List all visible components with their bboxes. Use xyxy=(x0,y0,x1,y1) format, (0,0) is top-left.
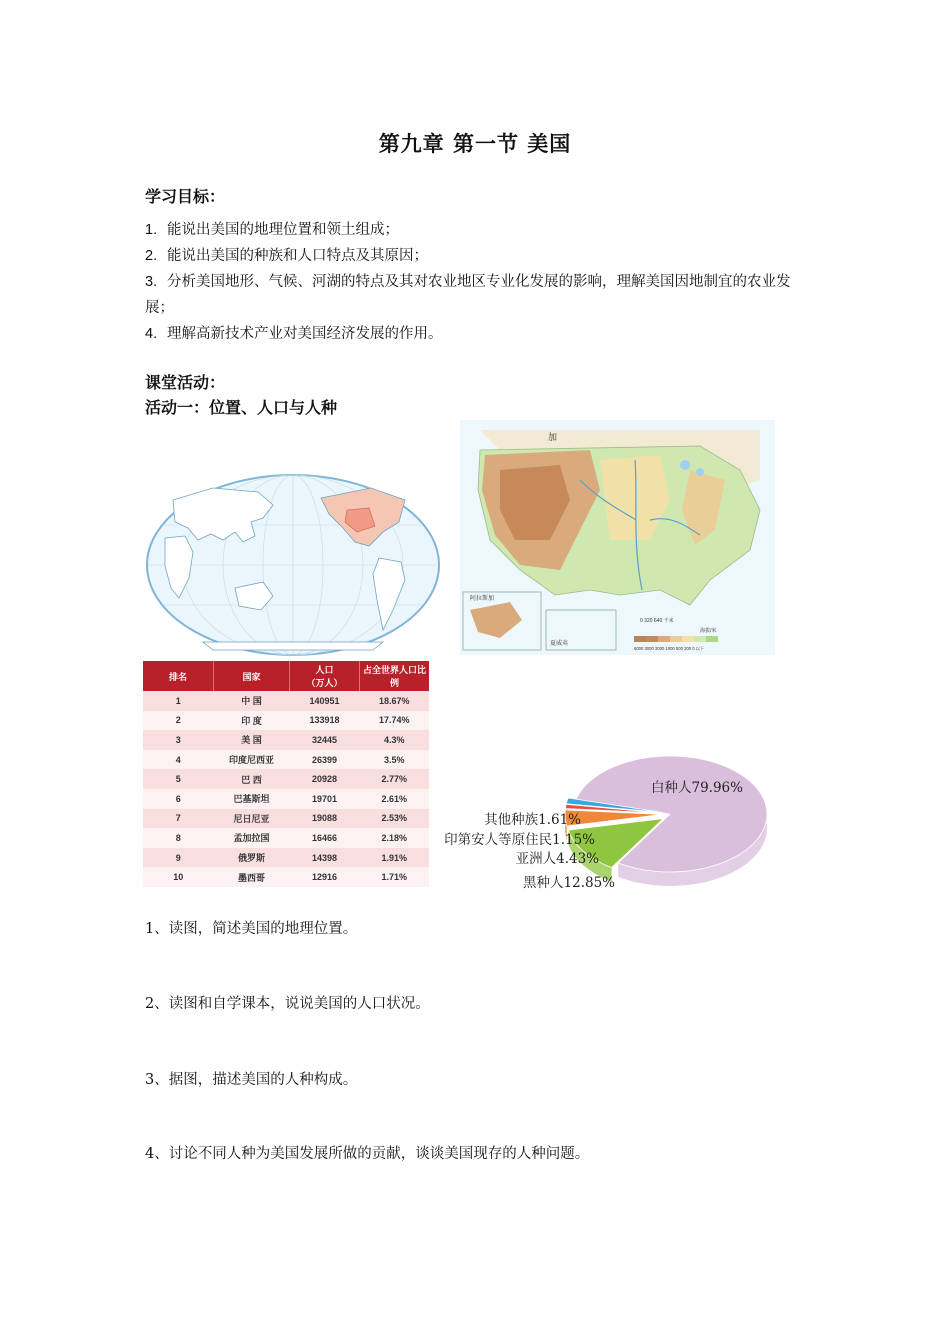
table-cell: 18.67% xyxy=(360,691,430,711)
table-cell: 5 xyxy=(143,769,214,789)
activity1-heading: 活动一：位置、人口与人种 xyxy=(145,398,338,417)
us-physical-map xyxy=(460,420,775,655)
table-cell: 美 国 xyxy=(214,730,290,750)
population-table-wrapper xyxy=(143,661,429,887)
table-cell: 6 xyxy=(143,789,214,809)
pie-label: 印第安人等原住民1.15% xyxy=(444,832,595,848)
table-row xyxy=(143,691,429,711)
scale-label: 0 320 640 千米 xyxy=(640,618,674,624)
question-2: 2、读图和自学课本，说说美国的人口状况。 xyxy=(145,996,430,1012)
ethnicity-pie-chart xyxy=(425,752,770,892)
table-row xyxy=(143,769,429,789)
table-cell: 巴基斯坦 xyxy=(214,789,290,809)
alaska-label: 阿拉斯加 xyxy=(470,596,495,602)
table-header: 占全世界人口比例 xyxy=(360,661,430,691)
table-row xyxy=(143,848,429,868)
question-1: 1、读图，简述美国的地理位置。 xyxy=(145,921,358,937)
objective-text: 能说出美国的地理位置和领土组成； xyxy=(167,222,399,238)
table-row xyxy=(143,867,429,887)
objectives-list xyxy=(145,217,810,347)
objective-number: 1. xyxy=(145,222,158,238)
table-cell: 10 xyxy=(143,867,214,887)
table-cell: 4 xyxy=(143,750,214,770)
objective-item xyxy=(145,269,810,321)
objective-item xyxy=(145,243,810,269)
table-cell: 3 xyxy=(143,730,214,750)
pie-label: 黑种人12.85% xyxy=(523,875,615,891)
pie-label: 亚洲人4.43% xyxy=(515,851,599,867)
table-cell: 133918 xyxy=(290,711,360,731)
table-header: 国家 xyxy=(214,661,290,691)
activities-heading: 课堂活动： xyxy=(145,373,226,392)
table-cell: 墨西哥 xyxy=(214,867,290,887)
objective-item xyxy=(145,321,810,347)
table-cell: 2.53% xyxy=(360,809,430,829)
table-cell: 1.71% xyxy=(360,867,430,887)
objectives-heading: 学习目标： xyxy=(145,187,226,206)
table-header: 排名 xyxy=(143,661,214,691)
table-cell: 孟加拉国 xyxy=(214,828,290,848)
table-cell: 17.74% xyxy=(360,711,430,731)
table-cell: 印度尼西亚 xyxy=(214,750,290,770)
table-row xyxy=(143,750,429,770)
table-cell: 1.91% xyxy=(360,848,430,868)
legend-label: 海拔/米 xyxy=(700,628,717,634)
table-cell: 2.77% xyxy=(360,769,430,789)
table-cell: 2.61% xyxy=(360,789,430,809)
table-row xyxy=(143,828,429,848)
table-cell: 2 xyxy=(143,711,214,731)
table-cell: 1 xyxy=(143,691,214,711)
table-cell: 26399 xyxy=(290,750,360,770)
table-cell: 印 度 xyxy=(214,711,290,731)
table-row xyxy=(143,809,429,829)
table-cell: 7 xyxy=(143,809,214,829)
world-map xyxy=(143,470,443,660)
table-cell: 9 xyxy=(143,848,214,868)
table-cell: 19701 xyxy=(290,789,360,809)
table-cell: 140951 xyxy=(290,691,360,711)
population-table xyxy=(143,661,429,887)
table-cell: 尼日尼亚 xyxy=(214,809,290,829)
table-cell: 2.18% xyxy=(360,828,430,848)
page-title: 第九章 第一节 美国 xyxy=(378,132,572,156)
table-row xyxy=(143,711,429,731)
table-cell: 俄罗斯 xyxy=(214,848,290,868)
objective-text: 分析美国地形、气候、河湖的特点及其对农业地区专业化发展的影响，理解美国因地制宜的农业发展； xyxy=(145,274,791,316)
table-cell: 12916 xyxy=(290,867,360,887)
hawaii-label: 夏威夷 xyxy=(550,641,569,647)
question-3: 3、据图，描述美国的人种构成。 xyxy=(145,1072,358,1088)
table-cell: 3.5% xyxy=(360,750,430,770)
objective-item xyxy=(145,217,810,243)
table-row xyxy=(143,789,429,809)
table-row xyxy=(143,730,429,750)
objective-number: 4. xyxy=(145,326,158,342)
objective-text: 能说出美国的种族和人口特点及其原因； xyxy=(167,248,428,264)
table-cell: 32445 xyxy=(290,730,360,750)
pie-label: 白种人79.96% xyxy=(651,780,743,796)
objective-number: 3. xyxy=(145,274,158,290)
objective-text: 理解高新技术产业对美国经济发展的作用。 xyxy=(167,326,443,342)
table-cell: 19088 xyxy=(290,809,360,829)
pie-label: 其他种族1.61% xyxy=(484,812,581,828)
elevation-legend xyxy=(634,636,718,642)
table-cell: 16466 xyxy=(290,828,360,848)
table-cell: 14398 xyxy=(290,848,360,868)
table-cell: 巴 西 xyxy=(214,769,290,789)
table-cell: 4.3% xyxy=(360,730,430,750)
table-cell: 20928 xyxy=(290,769,360,789)
question-4: 4、讨论不同人种为美国发展所做的贡献，谈谈美国现存的人种问题。 xyxy=(145,1146,590,1162)
table-cell: 中 国 xyxy=(214,691,290,711)
table-header: 人口 （万人） xyxy=(290,661,360,691)
table-cell: 8 xyxy=(143,828,214,848)
legend-values: 5000 3000 2000 1000 500 200 0 以下 xyxy=(634,646,705,651)
canada-label: 加 xyxy=(548,432,558,442)
objective-number: 2. xyxy=(145,248,158,264)
